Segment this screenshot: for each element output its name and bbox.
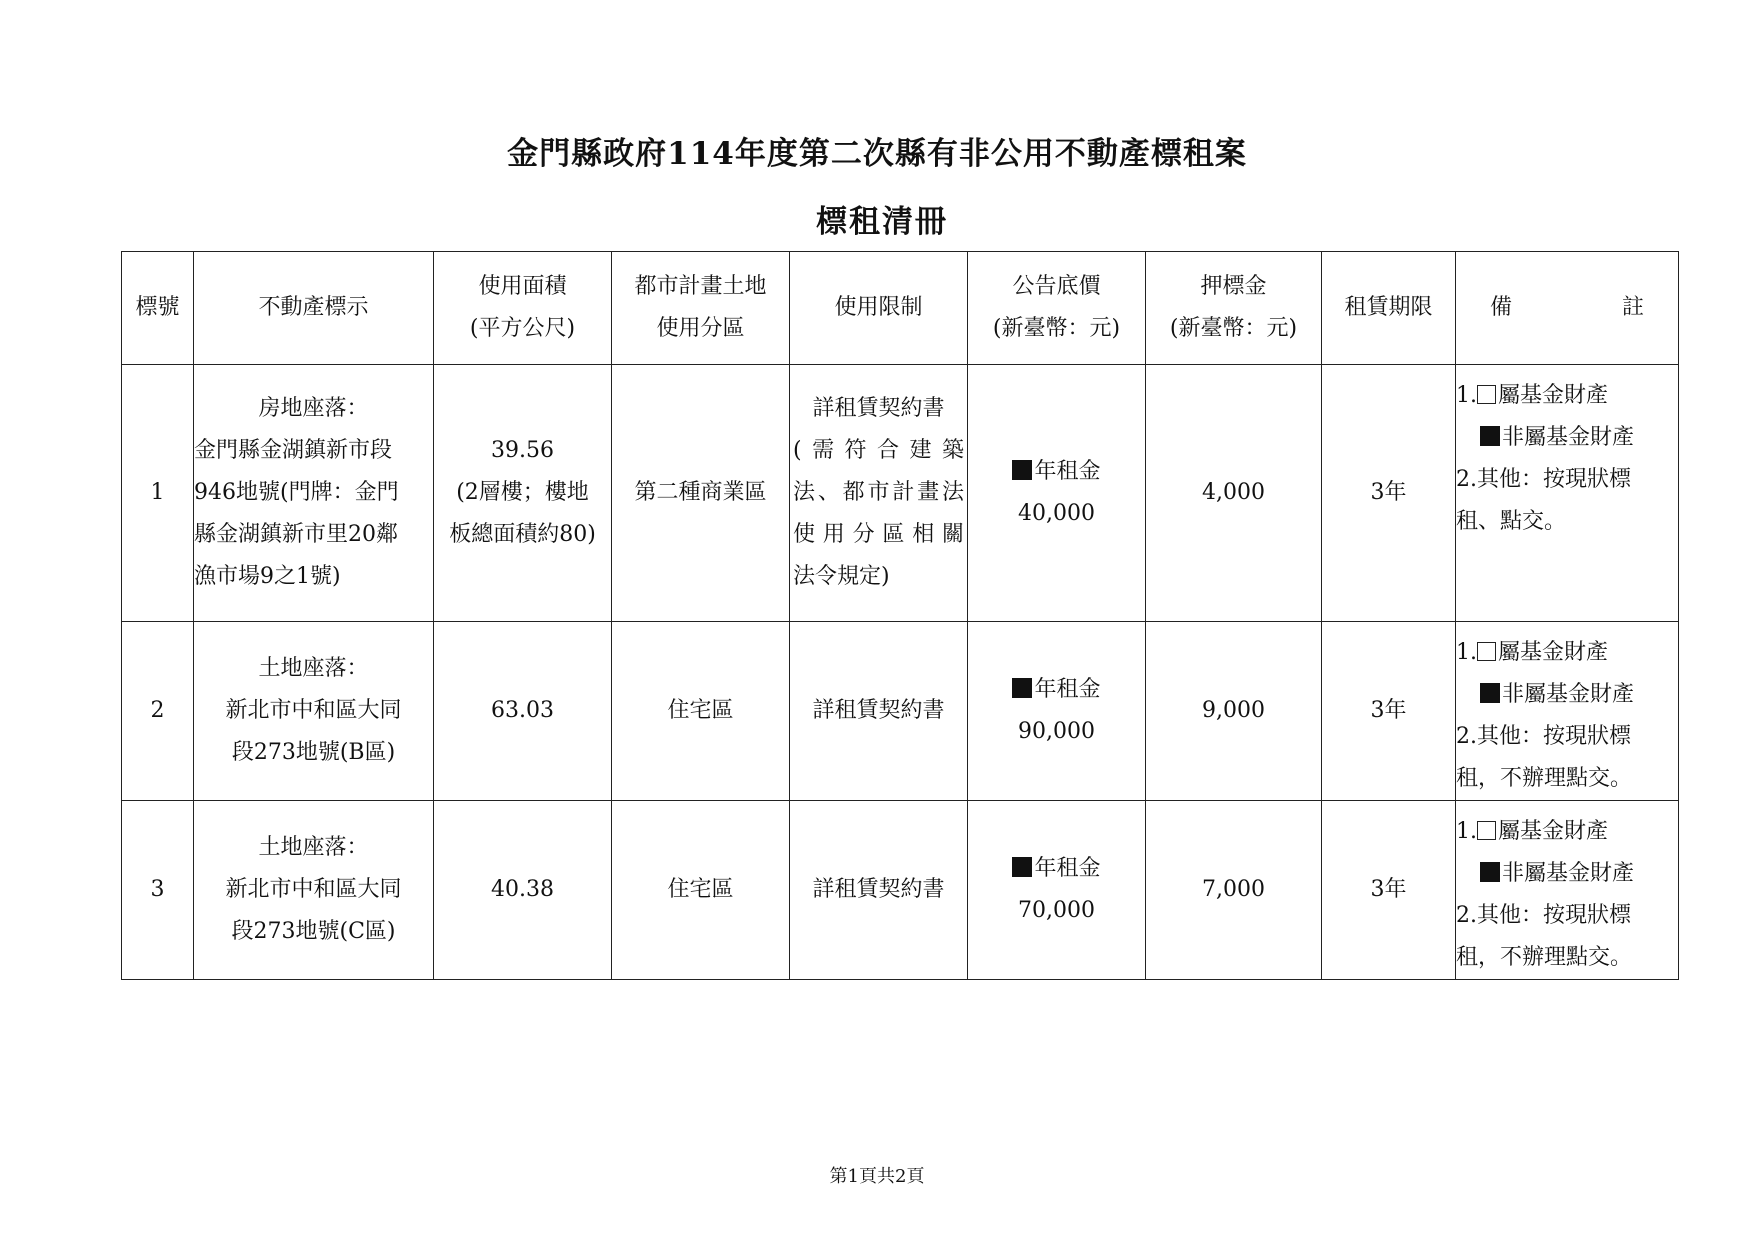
remark-other-line: 租、點交。 (1456, 509, 1567, 534)
checked-box-icon (1480, 683, 1500, 703)
remark-number: 1. (1456, 640, 1477, 665)
checked-box-icon (1012, 678, 1032, 698)
checked-box-icon (1012, 857, 1032, 877)
reserve-label: 年租金 (1034, 459, 1101, 484)
reserve-value: 40,000 (1018, 501, 1095, 526)
checked-box-icon (1480, 862, 1500, 882)
checked-box-icon (1012, 460, 1032, 480)
area-line: 40.38 (491, 877, 554, 902)
table-row (122, 365, 1679, 622)
lot-no-cell: 2 (122, 622, 194, 801)
remark-nonfund-line (1456, 674, 1678, 716)
header-term: 租賃期限 (1322, 252, 1456, 365)
property-cell (194, 622, 434, 801)
remark-nonfund-text: 非屬基金財產 (1502, 861, 1635, 886)
header-remarks-left: 備 (1490, 295, 1513, 320)
reserve-value: 70,000 (1018, 898, 1095, 923)
remark-nonfund-line (1456, 853, 1678, 895)
restriction-cell (790, 622, 968, 801)
remark-nonfund-text: 非屬基金財產 (1502, 425, 1635, 450)
area-line: 39.56 (491, 438, 554, 463)
remark-other-line: 2.其他：按現狀標 (1456, 467, 1631, 492)
area-cell (434, 622, 612, 801)
unchecked-box-icon (1477, 642, 1496, 661)
table-row (122, 622, 1679, 801)
reserve-label-line (968, 451, 1145, 493)
lease-roster-table (121, 251, 1679, 980)
area-line: 63.03 (491, 698, 554, 723)
area-line: (2層樓；樓地 (456, 480, 589, 505)
property-line: 新北市中和區大同 (225, 877, 402, 902)
header-area-line1: 使用面積 (478, 274, 567, 299)
header-zone-line2: 使用分區 (656, 316, 745, 341)
header-reserve-line2: (新臺幣：元) (992, 316, 1121, 341)
property-cell (194, 801, 434, 980)
remark-other-line: 租，不辦理點交。 (1456, 945, 1633, 970)
zone-cell: 第二種商業區 (612, 365, 790, 622)
document-subtitle: 標租清冊 (816, 204, 948, 240)
area-cell (434, 801, 612, 980)
reserve-cell (968, 801, 1146, 980)
restriction-cell (790, 365, 968, 622)
header-reserve (968, 252, 1146, 365)
remark-fund-text: 屬基金財產 (1498, 819, 1609, 844)
restriction-line: 使用分區相關 (793, 522, 964, 547)
reserve-value: 90,000 (1018, 719, 1095, 744)
property-line: 土地座落： (258, 835, 369, 860)
remarks-cell (1456, 801, 1679, 980)
remark-other-line: 2.其他：按現狀標 (1456, 903, 1631, 928)
header-property: 不動產標示 (194, 252, 434, 365)
document-title: 金門縣政府114年度第二次縣有非公用不動產標租案 (507, 136, 1247, 172)
header-area-line2: (平方公尺) (469, 316, 576, 341)
property-line: 土地座落： (258, 656, 369, 681)
deposit-cell: 9,000 (1146, 622, 1322, 801)
checked-box-icon (1480, 426, 1500, 446)
term-cell: 3年 (1322, 801, 1456, 980)
remark-other-line: 租，不辦理點交。 (1456, 766, 1633, 791)
header-zone (612, 252, 790, 365)
remark-nonfund-line (1456, 417, 1678, 459)
header-deposit (1146, 252, 1322, 365)
reserve-cell (968, 365, 1146, 622)
property-line: 新北市中和區大同 (225, 698, 402, 723)
property-cell (194, 365, 434, 622)
header-restriction: 使用限制 (790, 252, 968, 365)
property-line: 段273地號(C區) (231, 919, 396, 944)
restriction-line: 法令規定) (793, 564, 890, 589)
reserve-cell (968, 622, 1146, 801)
page-footer: 第1頁共2頁 (829, 1166, 925, 1187)
remark-fund-line (1456, 632, 1678, 674)
header-lot-no: 標號 (122, 252, 194, 365)
header-remarks-right: 註 (1621, 295, 1644, 320)
unchecked-box-icon (1477, 821, 1496, 840)
header-zone-line1: 都市計畫土地 (634, 274, 767, 299)
header-deposit-line1: 押標金 (1200, 274, 1267, 299)
remark-number: 1. (1456, 819, 1477, 844)
restriction-line: 詳租賃契約書 (812, 698, 945, 723)
restriction-cell (790, 801, 968, 980)
remarks-cell (1456, 622, 1679, 801)
remark-nonfund-text: 非屬基金財產 (1502, 682, 1635, 707)
reserve-label: 年租金 (1034, 677, 1101, 702)
property-line: 946地號(門牌：金門 (194, 480, 399, 505)
header-row (122, 252, 1679, 365)
lot-no-cell: 1 (122, 365, 194, 622)
reserve-label: 年租金 (1034, 856, 1101, 881)
property-line: 段273地號(B區) (231, 740, 396, 765)
zone-cell: 住宅區 (612, 622, 790, 801)
lot-no-cell: 3 (122, 801, 194, 980)
term-cell: 3年 (1322, 622, 1456, 801)
remarks-cell (1456, 365, 1679, 622)
property-line: 房地座落： (258, 396, 369, 421)
remark-number: 1. (1456, 383, 1477, 408)
property-line: 縣金湖鎮新市里20鄰 (194, 522, 398, 547)
remark-other-line: 2.其他：按現狀標 (1456, 724, 1631, 749)
remark-fund-line (1456, 375, 1678, 417)
term-cell: 3年 (1322, 365, 1456, 622)
property-line: 漁市場9之1號) (194, 564, 341, 589)
header-reserve-line1: 公告底價 (1012, 274, 1101, 299)
area-line: 板總面積約80) (449, 522, 596, 547)
area-cell (434, 365, 612, 622)
deposit-cell: 7,000 (1146, 801, 1322, 980)
table-row (122, 801, 1679, 980)
remark-fund-line (1456, 811, 1678, 853)
zone-cell: 住宅區 (612, 801, 790, 980)
property-line: 金門縣金湖鎮新市段 (194, 438, 393, 463)
header-remarks (1456, 252, 1679, 365)
remark-fund-text: 屬基金財產 (1498, 640, 1609, 665)
unchecked-box-icon (1477, 385, 1496, 404)
deposit-cell: 4,000 (1146, 365, 1322, 622)
header-area (434, 252, 612, 365)
restriction-line: 法、都市計畫法 (793, 480, 964, 505)
reserve-label-line (968, 848, 1145, 890)
restriction-line: 詳租賃契約書 (812, 877, 945, 902)
restriction-line: 詳租賃契約書 (812, 396, 945, 421)
header-deposit-line2: (新臺幣：元) (1169, 316, 1298, 341)
restriction-line: (需符合建築 (793, 438, 964, 463)
remark-fund-text: 屬基金財產 (1498, 383, 1609, 408)
reserve-label-line (968, 669, 1145, 711)
